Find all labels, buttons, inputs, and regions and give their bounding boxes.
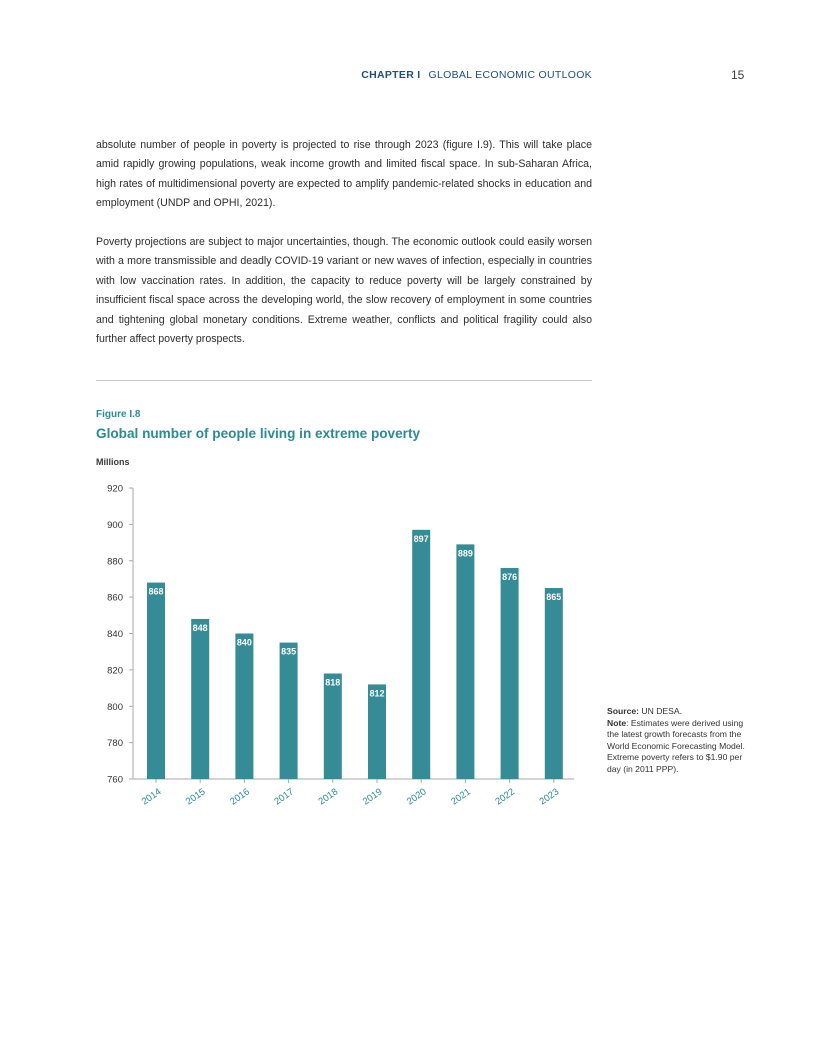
y-tick-label: 800	[107, 701, 123, 713]
data-label-2015: 848	[192, 622, 208, 633]
bar-2022	[501, 568, 519, 779]
bar-2014	[147, 583, 165, 779]
data-label-2022: 876	[502, 572, 518, 583]
data-label-2020: 897	[413, 533, 429, 544]
bar-2019	[368, 684, 386, 779]
figure-title: Global number of people living in extreme poverty	[96, 426, 421, 441]
x-tick-label-2022: 2022	[493, 786, 517, 808]
data-label-2021: 889	[457, 548, 473, 559]
data-label-2019: 812	[369, 688, 385, 699]
data-label-2016: 840	[236, 637, 252, 648]
y-tick-label: 860	[107, 592, 123, 604]
data-label-2023: 865	[546, 592, 562, 603]
section-label: GLOBAL ECONOMIC OUTLOOK	[428, 69, 592, 81]
x-tick-label-2021: 2021	[449, 786, 473, 808]
bar-2021	[456, 544, 474, 779]
y-axis-units: Millions	[96, 457, 130, 467]
chapter-label: CHAPTER I	[361, 69, 421, 81]
y-tick-label: 820	[107, 665, 123, 677]
x-tick-label-2018: 2018	[316, 786, 341, 808]
bar-2023	[545, 588, 563, 779]
x-tick-label-2015: 2015	[183, 786, 208, 808]
figure-label: Figure I.8	[96, 409, 141, 420]
y-tick-label: 840	[107, 629, 123, 640]
running-header	[361, 69, 592, 81]
section-divider	[96, 380, 592, 381]
y-tick-label: 760	[107, 774, 123, 786]
x-tick-label-2016: 2016	[228, 786, 252, 808]
y-tick-label: 900	[107, 519, 123, 531]
data-label-2018: 818	[325, 677, 341, 688]
source-text: UN DESA.	[641, 706, 682, 716]
data-label-2017: 835	[281, 646, 297, 657]
body-paragraph-1: absolute number of people in poverty is projected to rise through 2023 (figure I.9). This will take place amid rapidly growing populations, weak income growth and limited fiscal space. In sub-Saharan Africa, high rates of multidimensional poverty are expected to amplify pandemic-related shocks in education and employment (UNDP and OPHI, 2021).	[96, 139, 592, 210]
page-number: 15	[731, 68, 745, 82]
y-tick-label: 880	[107, 556, 123, 568]
figure-notes	[607, 706, 757, 775]
bar-2020	[412, 530, 430, 779]
bar-2015	[191, 619, 209, 779]
data-label-2014: 868	[148, 586, 164, 597]
bar-2018	[324, 674, 342, 779]
y-tick-label: 920	[107, 483, 123, 495]
body-paragraph-2: Poverty projections are subject to major uncertainties, though. The economic outlook could easily worsen with a more transmissible and deadly COVID-19 variant or new waves of infection, especially in countries with low vaccination rates. In addition, the capacity to reduce poverty will be largely constrained by insufficient fiscal space across the developing world, the slow recovery of employment in some countries and tightening global monetary conditions. Extreme weather, conflicts and political fragility could also further affect poverty prospects.	[96, 236, 592, 346]
note-label: Note	[607, 717, 627, 728]
source-label: Source:	[607, 706, 639, 716]
bar-2016	[235, 634, 253, 780]
x-tick-label-2019: 2019	[360, 786, 385, 808]
y-tick-label: 780	[107, 738, 123, 750]
x-tick-label-2023: 2023	[537, 786, 562, 808]
note-text: : Estimates were derived using the latest growth forecasts from the World Economic Forecasting Model. Extreme poverty refers to $1.90 per day (in 2011 PPP).	[607, 717, 745, 774]
x-tick-label-2017: 2017	[272, 786, 296, 808]
poverty-bar-chart	[0, 475, 600, 835]
x-tick-label-2014: 2014	[139, 786, 164, 808]
page-header	[0, 68, 816, 84]
bar-2017	[280, 643, 298, 779]
x-tick-label-2020: 2020	[404, 786, 429, 808]
